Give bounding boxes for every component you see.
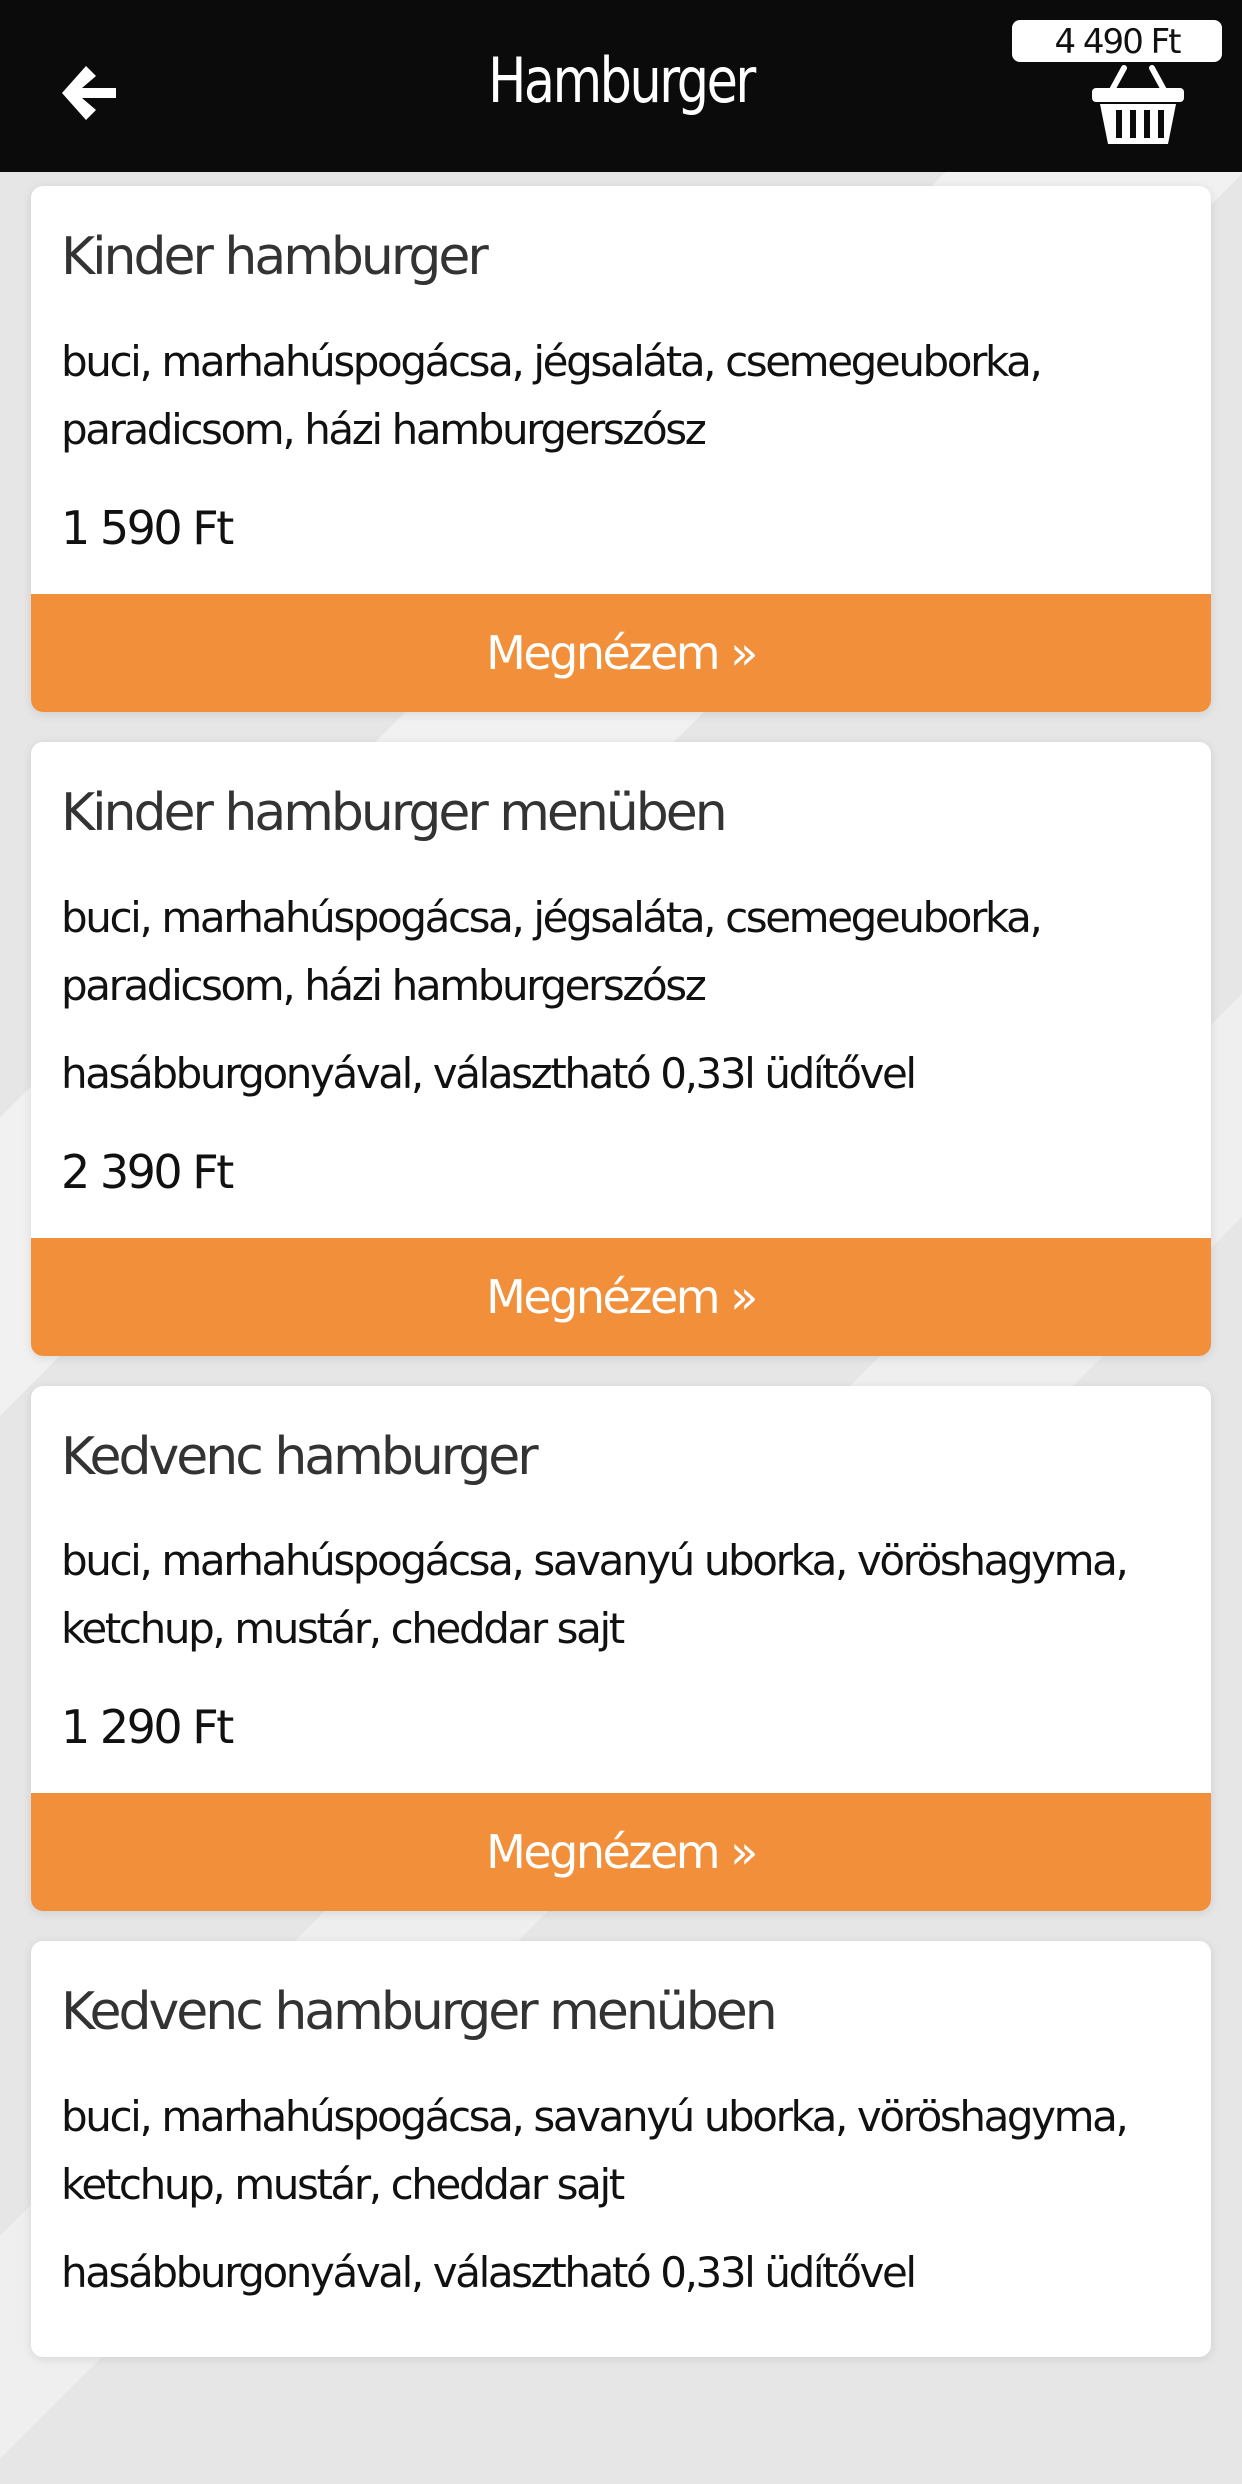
cart-button[interactable] — [1010, 18, 1230, 138]
product-extra: hasábburgonyával, választható 0,33l üdítővel — [61, 1048, 915, 1098]
view-product-button[interactable]: Megnézem » — [31, 1793, 1211, 1911]
product-price: 1 290 Ft — [61, 1700, 232, 1755]
page-title: Hamburger — [488, 44, 754, 117]
product-description: buci, marhahúspogácsa, savanyú uborka, vöröshagyma, ketchup, mustár, cheddar sajt — [61, 1536, 1127, 1654]
product-name: Kedvenc hamburger menüben — [61, 1982, 775, 2043]
product-extra: hasábburgonyával, választható 0,33l üdítővel — [61, 2248, 915, 2298]
product-name: Kedvenc hamburger — [61, 1426, 536, 1487]
product-price: 1 590 Ft — [61, 500, 232, 555]
app-header — [0, 0, 1242, 172]
product-description: buci, marhahúspogácsa, jégsaláta, csemegeuborka, paradicsom, házi hamburgerszósz — [61, 336, 1041, 454]
product-card — [31, 1941, 1211, 2357]
product-description: buci, marhahúspogácsa, jégsaláta, csemegeuborka, paradicsom, házi hamburgerszósz — [61, 892, 1041, 1010]
cart-total-badge: 4 490 Ft — [1010, 18, 1224, 64]
product-card — [31, 742, 1211, 1356]
product-card — [31, 1386, 1211, 1912]
product-list — [31, 186, 1211, 2387]
product-price: 2 390 Ft — [61, 1144, 232, 1199]
product-card — [31, 186, 1211, 712]
view-product-button[interactable]: Megnézem » — [31, 594, 1211, 712]
view-product-button[interactable]: Megnézem » — [31, 1238, 1211, 1356]
basket-icon — [1090, 64, 1186, 148]
product-name: Kinder hamburger menüben — [61, 782, 725, 843]
product-description: buci, marhahúspogácsa, savanyú uborka, vöröshagyma, ketchup, mustár, cheddar sajt — [61, 2092, 1127, 2210]
product-name: Kinder hamburger — [61, 227, 486, 287]
